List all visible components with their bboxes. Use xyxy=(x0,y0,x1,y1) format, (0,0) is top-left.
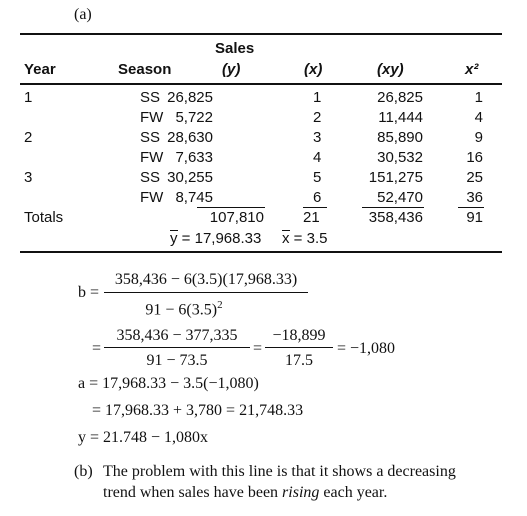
row-y: 28,630 xyxy=(167,129,213,146)
part-b-text-line2 xyxy=(103,484,387,502)
eq2-frac1-numerator: 358,436 − 377,335 xyxy=(116,327,238,344)
row-x: 3 xyxy=(313,129,322,146)
regression-equation: y = 21.748 − 1,080x xyxy=(78,429,209,446)
sum-underline-x xyxy=(303,207,327,208)
eq2-frac2-numerator: −18,899 xyxy=(272,327,326,344)
a-equation-continued: = 17,968.33 + 3,780 = 21,748.33 xyxy=(92,402,304,419)
b-denominator xyxy=(104,296,264,319)
row-y: 7,633 xyxy=(175,149,213,166)
a-equation: a = 17,968.33 − 3.5(−1,080) xyxy=(78,375,259,392)
b-den-base: 91 − 6(3.5) xyxy=(145,301,218,319)
header-year: Year xyxy=(24,61,56,78)
ybar-value: = 17,968.33 xyxy=(181,230,262,247)
totals-xy: 358,436 xyxy=(368,209,423,226)
part-b-text2-pre: trend when sales have been xyxy=(103,484,283,501)
b-numerator: 358,436 − 6(3.5)(17,968.33) xyxy=(114,271,298,288)
row-xy: 151,275 xyxy=(368,169,423,186)
row-season: SS xyxy=(140,169,161,186)
row-x2: 36 xyxy=(466,189,483,206)
row-y: 26,825 xyxy=(167,89,213,106)
totals-x2: 91 xyxy=(466,209,483,226)
table-header-rule xyxy=(20,83,502,85)
row-xy: 52,470 xyxy=(377,189,423,206)
b-lhs: b = xyxy=(78,284,100,301)
row-x: 6 xyxy=(313,189,322,206)
row-season: FW xyxy=(140,109,164,126)
row-year: 3 xyxy=(24,169,33,186)
row-x2: 1 xyxy=(474,89,483,106)
row-year: 2 xyxy=(24,129,33,146)
eq2-frac1-bar xyxy=(104,347,250,348)
row-xy: 11,444 xyxy=(378,109,423,126)
row-season: FW xyxy=(140,149,164,166)
eq2-mid: = xyxy=(253,340,263,357)
row-xy: 30,532 xyxy=(377,149,423,166)
totals-y: 107,810 xyxy=(209,209,264,226)
eq2-frac1-denominator: 91 − 73.5 xyxy=(146,352,208,369)
mean-xbar xyxy=(282,230,327,248)
row-season: SS xyxy=(140,89,161,106)
b-den-exp: 2 xyxy=(217,299,223,311)
part-b-label: (b) xyxy=(74,463,93,480)
row-y: 8,745 xyxy=(175,189,213,206)
row-season: SS xyxy=(140,129,161,146)
row-xy: 85,890 xyxy=(377,129,423,146)
table-top-rule xyxy=(20,33,502,35)
header-x2: x² xyxy=(465,61,479,78)
eq2-result: = −1,080 xyxy=(337,340,396,357)
eq2-lead: = xyxy=(92,340,102,357)
xbar-symbol: x xyxy=(282,230,290,247)
row-x2: 9 xyxy=(474,129,483,146)
row-x: 1 xyxy=(313,89,322,106)
totals-x: 21 xyxy=(303,209,320,226)
row-x2: 25 xyxy=(466,169,483,186)
row-x2: 4 xyxy=(474,109,483,126)
ybar-symbol: y xyxy=(170,230,178,247)
header-x: (x) xyxy=(304,61,323,78)
row-x: 4 xyxy=(313,149,322,166)
part-a-label: (a) xyxy=(74,6,92,23)
row-x: 2 xyxy=(313,109,322,126)
table-bottom-rule xyxy=(20,251,502,253)
part-b-text2-post: each year. xyxy=(319,484,388,501)
part-b-text-line1: The problem with this line is that it shows a decreasing xyxy=(103,463,456,480)
header-season: Season xyxy=(118,61,172,78)
part-b-text2-emphasis: rising xyxy=(282,484,320,501)
header-y: (y) xyxy=(222,61,241,78)
xbar-value: = 3.5 xyxy=(293,230,328,247)
sum-underline-y xyxy=(197,207,265,208)
eq2-frac2-bar xyxy=(265,347,333,348)
mean-ybar xyxy=(170,230,261,248)
row-y: 5,722 xyxy=(175,109,213,126)
sum-underline-x2 xyxy=(458,207,484,208)
row-y: 30,255 xyxy=(167,169,213,186)
totals-label: Totals xyxy=(24,209,64,226)
b-fraction-bar xyxy=(104,292,308,293)
sum-underline-xy xyxy=(362,207,424,208)
row-x: 5 xyxy=(313,169,322,186)
eq2-frac2-denominator: 17.5 xyxy=(285,352,313,369)
header-sales: Sales xyxy=(215,40,255,57)
row-xy: 26,825 xyxy=(377,89,423,106)
row-x2: 16 xyxy=(466,149,483,166)
row-year: 1 xyxy=(24,89,33,106)
row-season: FW xyxy=(140,189,164,206)
header-xy: (xy) xyxy=(377,61,404,78)
